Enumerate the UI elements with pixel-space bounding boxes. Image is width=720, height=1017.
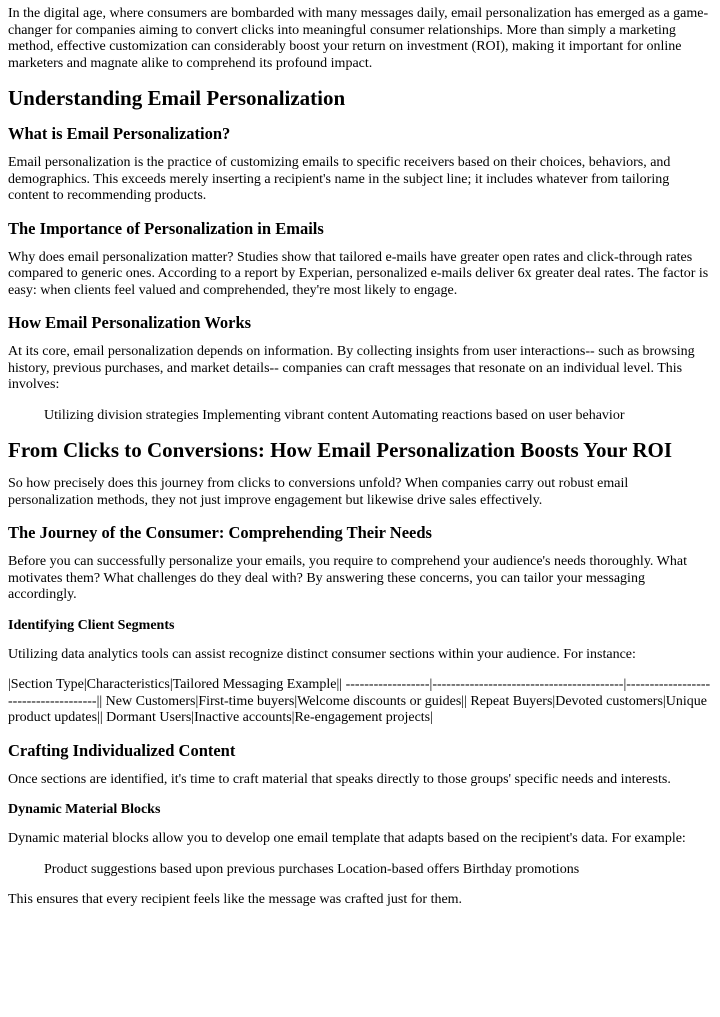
paragraph-segments: Utilizing data analytics tools can assist recognize distinct consumer sections within your audience. For instance: — [8, 646, 636, 662]
heading-how-personalization-works: How Email Personalization Works — [8, 313, 252, 332]
intro-paragraph: In the digital age, where consumers are bombarded with many messages daily, email personalization has emerged as a game-changer for companies aiming to convert clicks into meaningful consumer relationships. More than simply a marketing method, effective customization can considerably boost your return on investment (ROI), making it important for online marketers and magnate alike to comprehend its profound impact. — [8, 6, 709, 71]
blockquote-dynamic: Product suggestions based upon previous purchases Location-based offers Birthday promotions — [44, 861, 580, 877]
paragraph-clicks: So how precisely does this journey from clicks to conversions unfold? When companies carry out robust email personalization methods, they not just improve engagement but likewise drive sales effectively. — [8, 476, 629, 508]
heading-clicks-to-conversions: From Clicks to Conversions: How Email Personalization Boosts Your ROI — [8, 438, 673, 462]
heading-crafting-content: Crafting Individualized Content — [8, 740, 236, 760]
heading-importance-of-personalization: The Importance of Personalization in Emails — [8, 218, 324, 238]
paragraph-importance: Why does email personalization matter? Studies show that tailored e-mails have greater open rates and click-through rates compared to generic ones. According to a report by Experian, personalized e-mails deliver 6x greater deal rates. The factor is easy: when clients feel valued and comprehended, they're most likely to engage. — [8, 249, 709, 298]
heading-understanding-email-personalization: Understanding Email Personalization — [8, 86, 346, 110]
blockquote-how-works: Utilizing division strategies Implementing vibrant content Automating reactions based on user behavior — [44, 407, 625, 423]
paragraph-what-is: Email personalization is the practice of customizing emails to specific receivers based on their choices, behaviors, and demographics. This exceeds merely inserting a recipient's name in the subject line; it includes whatever from tailoring content to recommending products. — [8, 155, 671, 203]
paragraph-crafting: Once sections are identified, it's time to craft material that speaks directly to those groups' specific needs and interests. — [8, 771, 671, 787]
paragraph-journey: Before you can successfully personalize your emails, you require to comprehend your audience's needs thoroughly. What motivates them? What challenges do they deal with? By answering these concerns, you can tailor your messaging accordingly. — [8, 554, 687, 602]
paragraph-how-works: At its core, email personalization depends on information. By collecting insights from user interactions-- such as browsing history, previous purchases, and market details-- companies can craft messages that resonate on an individual level. This involves: — [8, 344, 695, 392]
heading-dynamic-blocks: Dynamic Material Blocks — [8, 802, 161, 817]
paragraph-segments-table-text: |Section Type|Characteristics|Tailored Messaging Example|| ------------------|-----------------------------------------|-------------------------------------|| New Customers|First-time buyers|Welcome discounts or guides|| Repeat Buyers|Devoted customers|Unique product updates|| Dormant Users|Inactive accounts|Re-engagement projects| — [8, 677, 711, 725]
paragraph-ensures: This ensures that every recipient feels like the message was crafted just for them. — [8, 892, 463, 907]
heading-identifying-segments: Identifying Client Segments — [8, 617, 175, 633]
paragraph-dynamic: Dynamic material blocks allow you to develop one email template that adapts based on the recipient's data. For example: — [8, 831, 686, 846]
heading-what-is-email-personalization: What is Email Personalization? — [8, 124, 231, 143]
heading-consumer-journey: The Journey of the Consumer: Comprehending Their Needs — [8, 523, 432, 542]
